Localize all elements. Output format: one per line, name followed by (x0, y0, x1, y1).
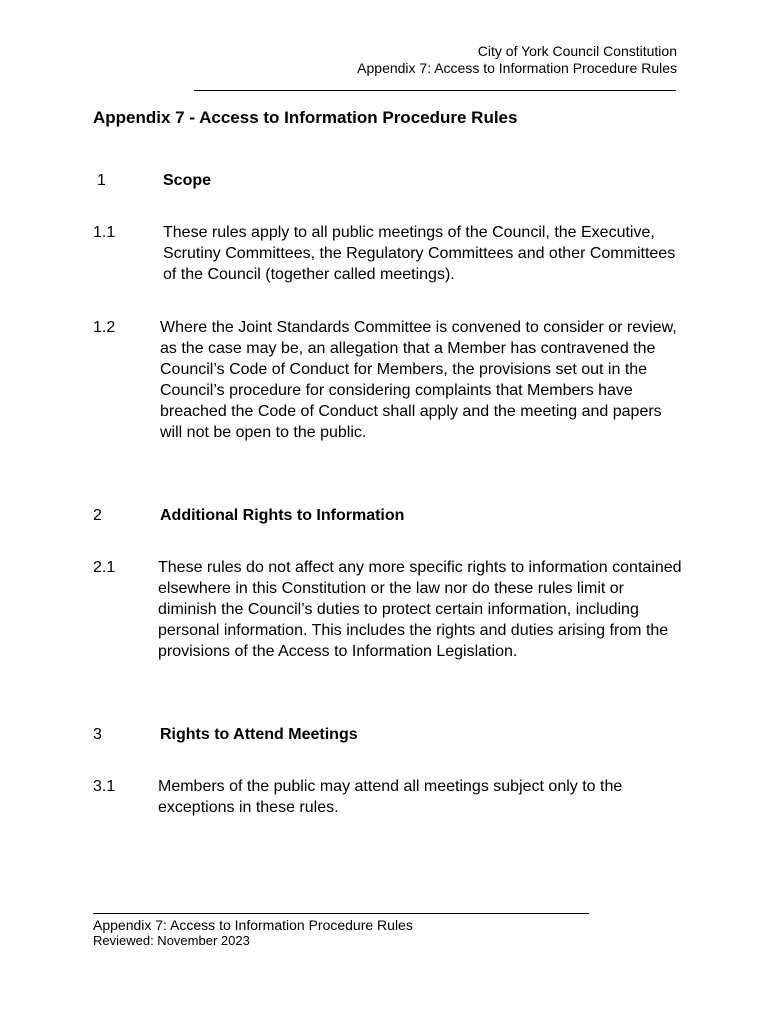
section-heading: Scope (163, 172, 212, 189)
section-number: 1 (97, 172, 106, 189)
running-footer (93, 917, 413, 949)
page-title: Appendix 7 - Access to Information Procedure Rules (93, 108, 518, 127)
section-heading: Rights to Attend Meetings (160, 726, 358, 743)
footer-appendix: Appendix 7: Access to Information Procedure Rules (93, 917, 413, 933)
section-number: 2 (93, 507, 102, 524)
paragraph-number: 2.1 (93, 559, 116, 576)
paragraph-text: Members of the public may attend all meetings subject only to the exceptions in these rules. (158, 778, 623, 816)
paragraph-number: 1.1 (93, 224, 116, 241)
header-appendix: Appendix 7: Access to Information Procedure Rules (357, 60, 677, 76)
paragraph-text: These rules do not affect any more specific rights to information contained elsewhere in this Constitution or the law nor do these rules limit or diminish the Council’s duties to protect certain information, including personal information. This includes the rights and duties arising from the provisions of the Access to Information Legislation. (158, 559, 682, 660)
paragraph-text: These rules apply to all public meetings of the Council, the Executive, Scrutiny Committees, the Regulatory Committees and other Committees of the Council (together called meetings). (163, 224, 676, 283)
header-constitution: City of York Council Constitution (477, 43, 677, 59)
paragraph-number: 1.2 (93, 319, 116, 336)
header-divider (194, 90, 676, 91)
footer-divider (93, 913, 589, 914)
section-heading: Additional Rights to Information (160, 507, 405, 524)
paragraph-text: Where the Joint Standards Committee is convened to consider or review, as the case may be, an allegation that a Member has contravened the Council’s Code of Conduct for Members, the provisions set out in the Council’s procedure for considering complaints that Members have breached the Code of Conduct shall apply and the meeting and papers will not be open to the public. (160, 319, 677, 441)
section-number: 3 (93, 726, 102, 743)
running-header (357, 43, 677, 77)
footer-reviewed: Reviewed: November 2023 (93, 933, 250, 948)
paragraph-number: 3.1 (93, 778, 116, 795)
